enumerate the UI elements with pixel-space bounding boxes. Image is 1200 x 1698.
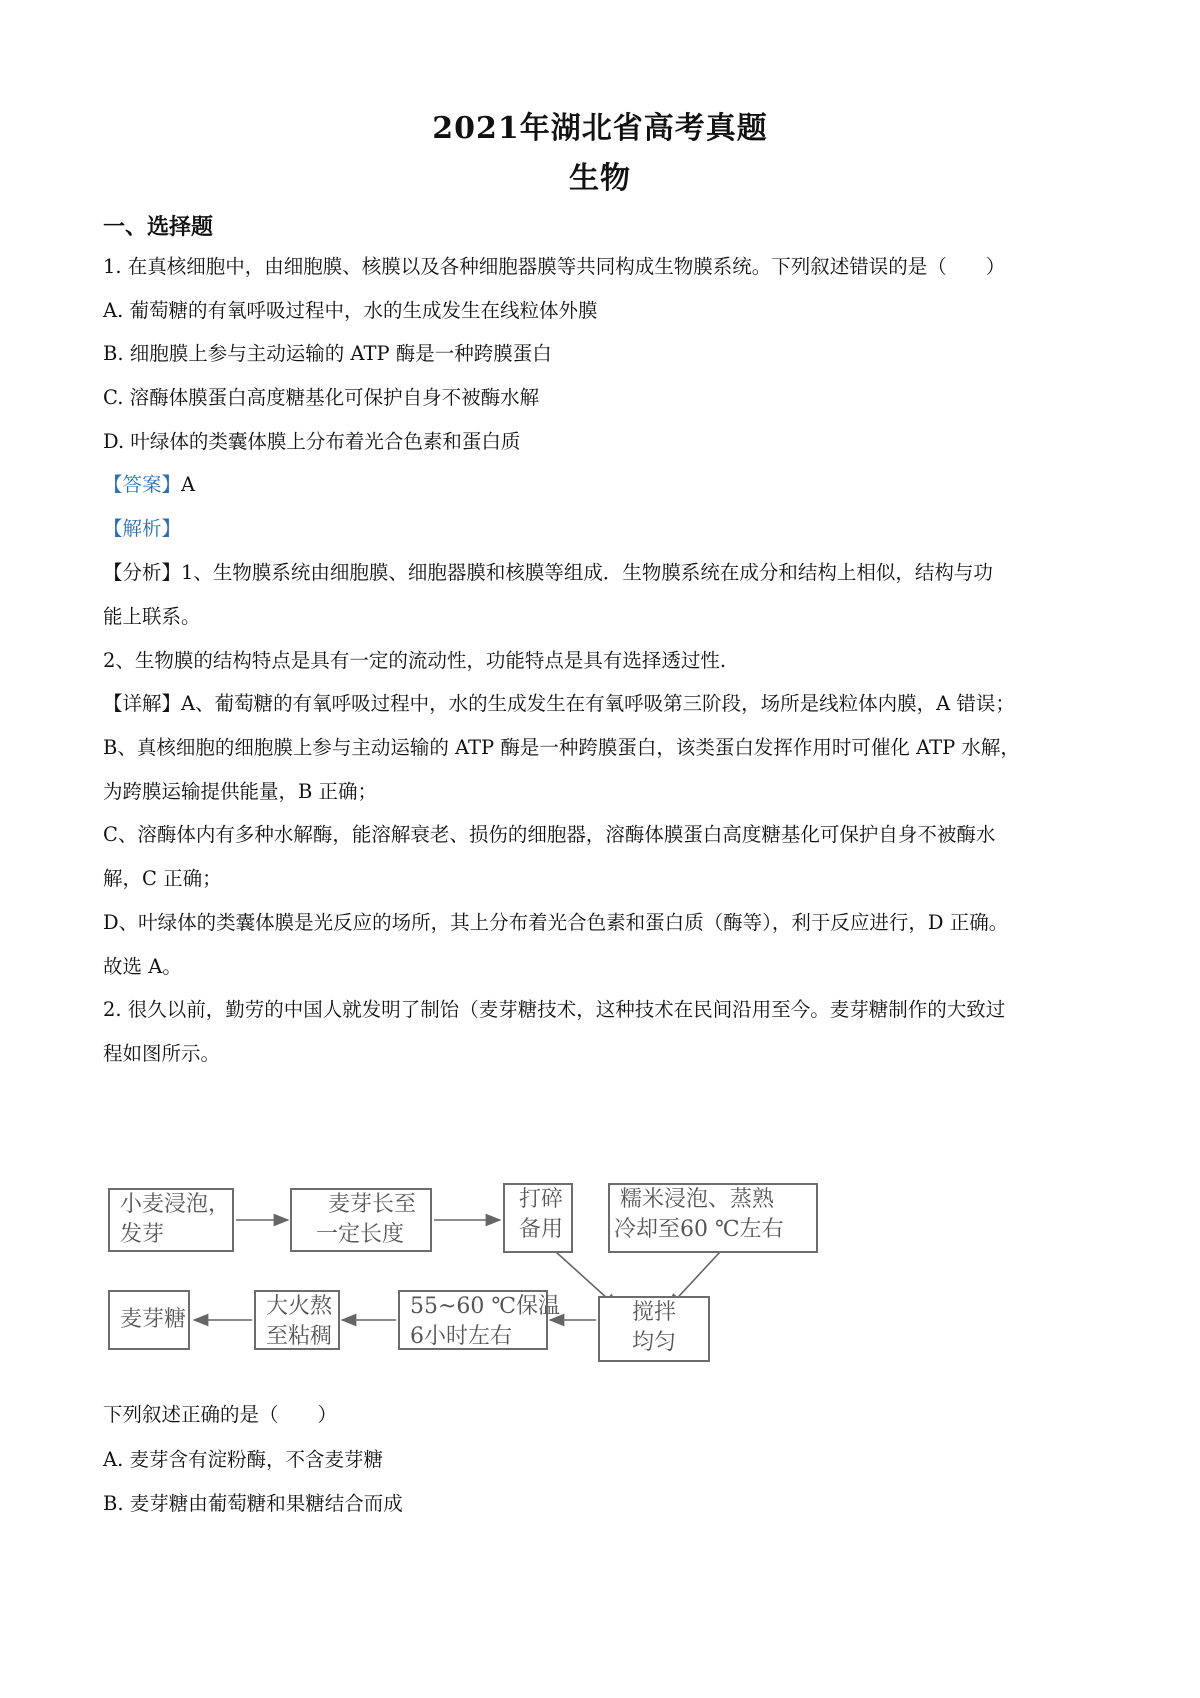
box-line: 大火熬 (266, 1294, 333, 1319)
box-line: 搅拌 (632, 1300, 677, 1325)
q2-stem-line: 2. 很久以前，勤劳的中国人就发明了制饴（麦芽糖技术，这种技术在民间沿用至今。麦芽糖制作的大致过 (103, 998, 1006, 1021)
explanation-line: C、溶酶体内有多种水解酶，能溶解衰老、损伤的细胞器，溶酶体膜蛋白高度糖基化可保护自身不被酶水 (103, 823, 996, 846)
explanation-line: 为跨膜运输提供能量，B 正确； (103, 780, 378, 803)
box-line: 糯米浸泡、蒸熟 (620, 1187, 775, 1212)
q1-option-a: A. 葡萄糖的有氧呼吸过程中，水的生成发生在线粒体外膜 (103, 299, 598, 322)
maltose-process-diagram (108, 1180, 888, 1380)
box-line: 打碎 (519, 1187, 564, 1212)
explanation-line: 【详解】A、葡萄糖的有氧呼吸过程中，水的生成发生在有氧呼吸第三阶段，场所是线粒体内膜，A 错误； (103, 692, 1015, 715)
box-line: 55~60 ℃保温 (410, 1294, 561, 1319)
subject-title: 生物 (569, 161, 631, 196)
box-line: 备用 (519, 1217, 564, 1242)
box-sprout-length (290, 1188, 432, 1252)
explanation-line: 解，C 正确； (103, 867, 222, 890)
q1-option-d: D. 叶绿体的类囊体膜上分布着光合色素和蛋白质 (103, 430, 521, 453)
explanation-line: 【分析】1、生物膜系统由细胞膜、细胞器膜和核膜等组成．生物膜系统在成分和结构上相似，结构与功 (103, 561, 993, 584)
explanation-line: 故选 A。 (103, 955, 182, 978)
answer-label: 【答案】 (103, 473, 182, 496)
box-line: 冷却至60 ℃左右 (614, 1217, 784, 1242)
box-line: 一定长度 (316, 1222, 405, 1247)
box-maltose (108, 1290, 190, 1350)
explanation-line: 2、生物膜的结构特点是具有一定的流动性，功能特点是具有选择透过性. (103, 649, 727, 672)
section-heading: 一、选择题 (103, 214, 214, 240)
box-line: 小麦浸泡， (120, 1192, 231, 1217)
explanation-line: B、真核细胞的细胞膜上参与主动运输的 ATP 酶是一种跨膜蛋白，该类蛋白发挥作用时可催化 ATP 水解， (103, 736, 1020, 759)
answer-value: A (181, 473, 196, 496)
box-line: 6小时左右 (410, 1324, 512, 1349)
q1-option-b: B. 细胞膜上参与主动运输的 ATP 酶是一种跨膜蛋白 (103, 342, 552, 365)
q1-stem: 1. 在真核细胞中，由细胞膜、核膜以及各种细胞器膜等共同构成生物膜系统。下列叙述错误的是（ ） (103, 255, 1006, 278)
page-title: 2021年湖北省高考真题 (432, 111, 768, 146)
q1-answer (103, 472, 195, 498)
q2-prompt: 下列叙述正确的是（ ） (103, 1403, 338, 1426)
q1-option-c: C. 溶酶体膜蛋白高度糖基化可保护自身不被酶水解 (103, 386, 540, 409)
analysis-label: 【解析】 (103, 517, 182, 540)
explanation-line: 能上联系。 (103, 605, 201, 628)
box-boil (254, 1290, 340, 1350)
box-line: 麦芽糖 (120, 1307, 187, 1332)
box-line: 麦芽长至 (328, 1192, 417, 1217)
explanation-line: D、叶绿体的类囊体膜是光反应的场所，其上分布着光合色素和蛋白质（酶等），利于反应进行，D 正确。 (103, 911, 1009, 934)
box-line: 发芽 (120, 1222, 165, 1247)
box-keep-warm (398, 1290, 561, 1350)
box-stir (598, 1296, 710, 1362)
box-line: 均匀 (632, 1330, 677, 1355)
q2-option-a: A. 麦芽含有淀粉酶，不含麦芽糖 (103, 1448, 383, 1471)
q2-option-b: B. 麦芽糖由葡萄糖和果糖结合而成 (103, 1492, 403, 1515)
box-soak-sprout (108, 1188, 234, 1252)
box-rice (608, 1183, 818, 1253)
q2-stem-line: 程如图所示。 (103, 1042, 221, 1065)
box-crush (503, 1183, 573, 1253)
box-line: 至粘稠 (266, 1324, 333, 1349)
